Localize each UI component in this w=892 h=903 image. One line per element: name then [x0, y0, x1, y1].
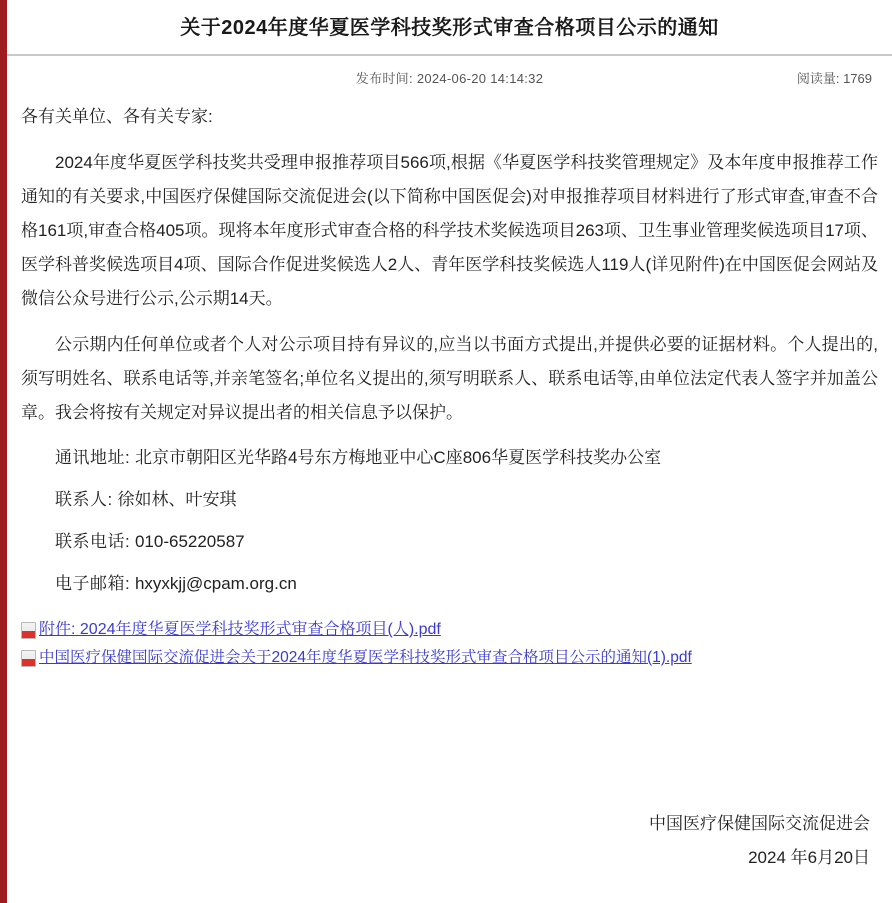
signature-date: 2024 年6月20日 [748, 848, 870, 867]
contact-email [21, 568, 878, 600]
contact-person-value: 徐如林、叶安琪 [117, 490, 237, 509]
attachment-link-2[interactable]: 中国医疗保健国际交流促进会关于2024年度华夏医学科技奖形式审查合格项目公示的通知(1).pdf [39, 649, 692, 666]
contact-address [21, 442, 878, 474]
attachment-list [7, 618, 892, 670]
document-body [7, 96, 892, 600]
accent-bar [0, 0, 7, 903]
publish-time-value: 2024-06-20 14:14:32 [416, 71, 544, 86]
view-count-label: 阅读量: [796, 71, 840, 86]
pdf-icon [21, 622, 36, 639]
publish-time [7, 68, 892, 87]
paragraph-overview: 2024年度华夏医学科技奖共受理申报推荐项目566项,根据《华夏医学科技奖管理规定》及本年度申报推荐工作通知的有关要求,中国医疗保健国际交流促进会(以下简称中国医促会)对申报推荐项目材料进行了形式审查,审查不合格161项,审查合格405项。现将本年度形式审查合格的科学技术奖候选项目263项、卫生事业管理奖候选项目17项、医学科普奖候选项目4项、国际合作促进奖候选人2人、青年医学科技奖候选人119人(详见附件)在中国医促会网站及微信公众号进行公示,公示期14天。 [21, 153, 878, 308]
contact-phone-label: 联系电话: [55, 532, 131, 551]
attachment-link-1[interactable]: 附件: 2024年度华夏医学科技奖形式审查合格项目(人).pdf [39, 621, 441, 638]
contact-address-label: 通讯地址: [55, 448, 131, 467]
view-count-value: 1769 [843, 71, 872, 86]
salutation: 各有关单位、各有关专家: [21, 107, 213, 126]
document-meta [7, 56, 892, 96]
view-count [797, 68, 872, 87]
contact-person-label: 联系人: [55, 490, 113, 509]
paragraph-objection: 公示期内任何单位或者个人对公示项目持有异议的,应当以书面方式提出,并提供必要的证据材料。个人提出的,须写明姓名、联系电话等,并亲笔签名;单位名义提出的,须写明联系人、联系电话等,由单位法定代表人签字并加盖公章。我会将按有关规定对异议提出者的相关信息予以保护。 [21, 335, 878, 422]
signature-organization: 中国医疗保健国际交流促进会 [649, 814, 870, 833]
contact-phone-value: 010-65220587 [134, 532, 245, 551]
publish-time-label: 发布时间: [355, 71, 413, 86]
page-title: 关于2024年度华夏医学科技奖形式审查合格项目公示的通知 [180, 17, 719, 39]
contact-phone [21, 526, 878, 558]
document-content [7, 0, 892, 670]
pdf-icon [21, 650, 36, 667]
contact-person [21, 484, 878, 516]
list-item[interactable] [21, 618, 878, 642]
list-item[interactable] [21, 646, 878, 670]
contact-address-value: 北京市朝阳区光华路4号东方梅地亚中心C座806华夏医学科技奖办公室 [134, 448, 662, 467]
signature-block [649, 807, 870, 875]
contact-email-label: 电子邮箱: [55, 574, 131, 593]
contact-email-value: hxyxkjj@cpam.org.cn [134, 574, 297, 593]
